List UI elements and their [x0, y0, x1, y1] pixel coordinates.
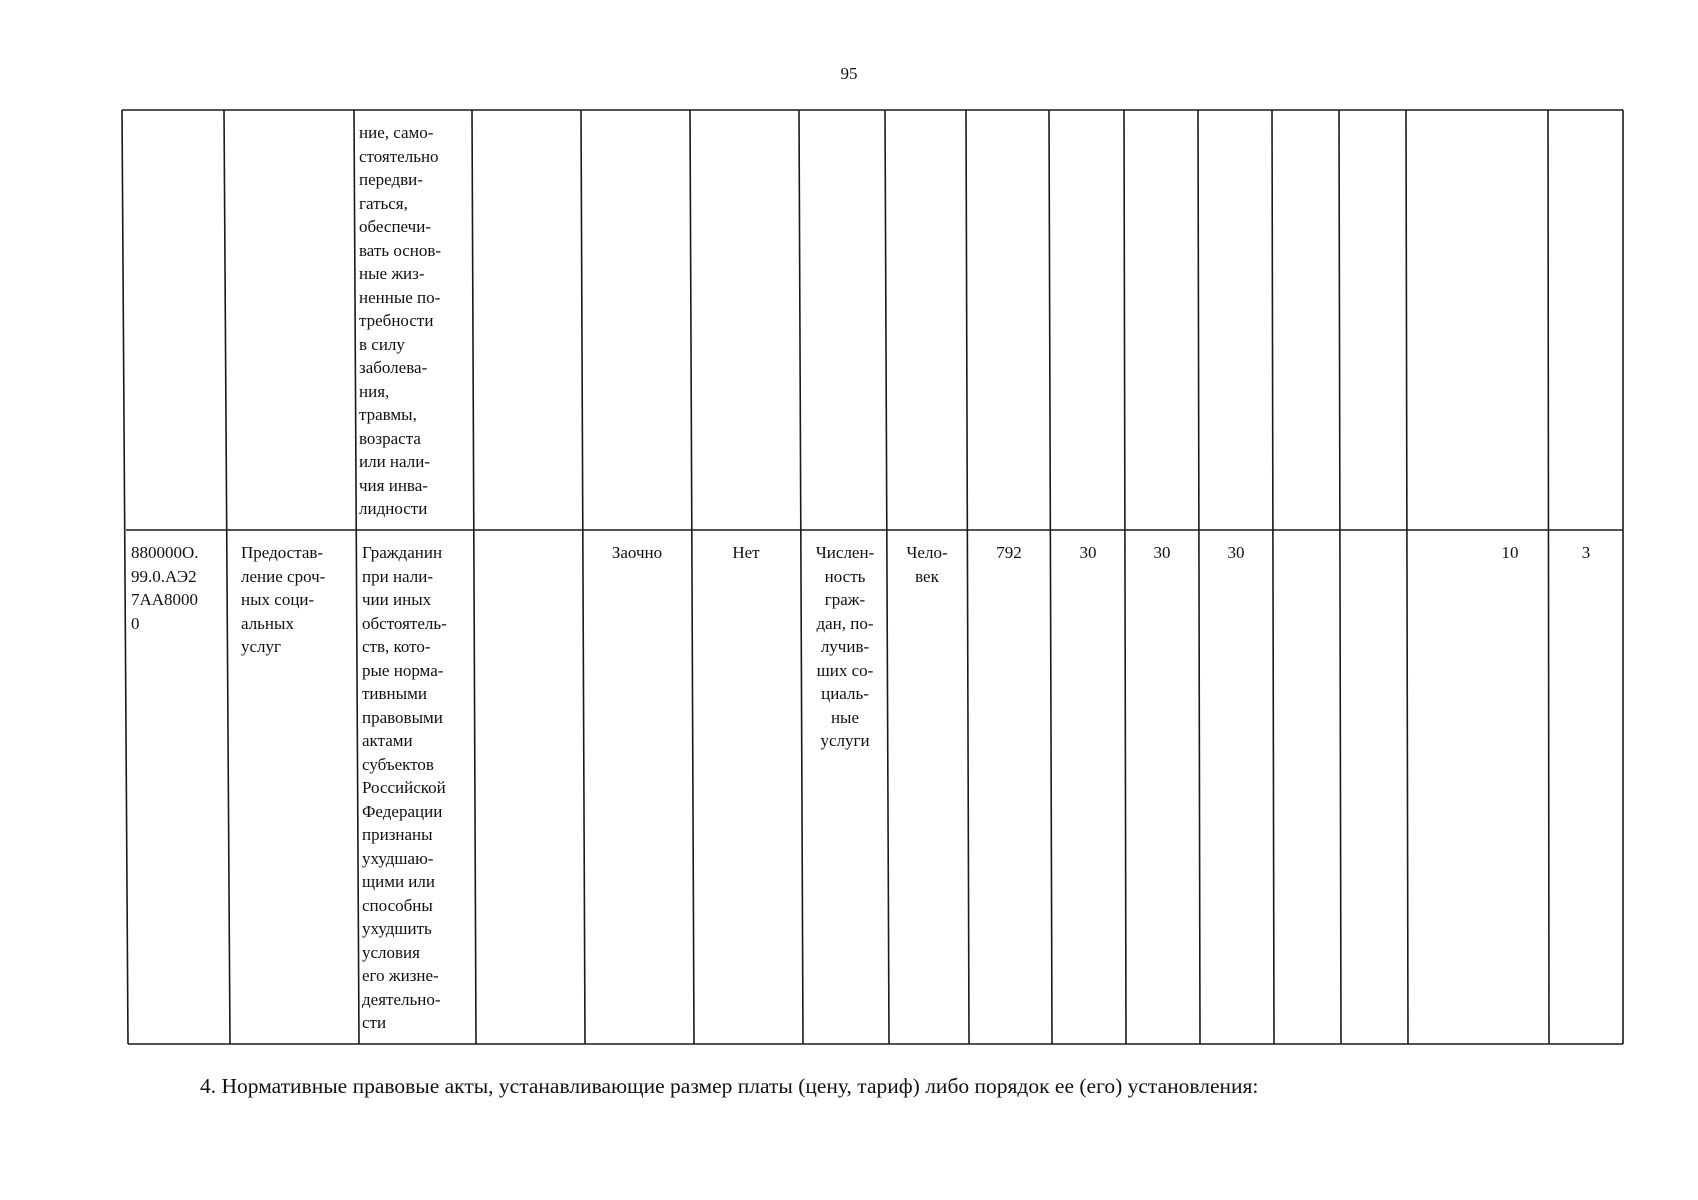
- value-year3-cell: 30: [1227, 543, 1245, 562]
- value-year1-cell: 30: [1079, 543, 1097, 562]
- okei-code-cell: 792: [996, 543, 1022, 562]
- unit-name-cell: Чело- век: [906, 543, 948, 586]
- col-border: [690, 110, 694, 1044]
- section-4-heading: 4. Нормативные правовые акты, устанавливающие размер платы (цену, тариф) либо порядок ее (его) установления:: [200, 1074, 1259, 1098]
- service-form-cell: Заочно: [611, 543, 663, 562]
- value-year2-cell: 30: [1153, 543, 1171, 562]
- page-number: 95: [840, 64, 858, 83]
- col-border: [122, 110, 128, 1044]
- col-border: [1049, 110, 1052, 1044]
- col-border: [1339, 110, 1341, 1044]
- service-name-cell: Предостав- ление сроч- ных соци- альных услуг: [241, 543, 326, 656]
- col-border: [581, 110, 585, 1044]
- col-border: [1124, 110, 1126, 1044]
- registry-code-cell: 880000О. 99.0.АЭ2 7АА8000 0: [131, 543, 199, 633]
- flag-cell: Нет: [732, 543, 760, 562]
- recipient-category-cell: Гражданин при нали- чии иных обстоятель- ств, кото- рые норма- тивными правовыми актами субъектов Российской Федерации признаны ухудшаю- щими или способны ухудшить условия его жизне- деятельно- сти: [362, 543, 447, 1032]
- category-continuation-cell: ние, само- стоятельно передви- гаться, обеспечи- вать основ- ные жиз- ненные по- требности в силу заболева- ния, травмы, возраста или нали- чия инва- лидности: [359, 123, 442, 518]
- col-border: [1198, 110, 1200, 1044]
- deviation-percent-cell: 10: [1501, 543, 1519, 562]
- col-border: [1272, 110, 1274, 1044]
- deviation-absolute-cell: 3: [1581, 543, 1591, 562]
- indicator-name-cell: Числен- ность граж- дан, по- лучив- ших со- циаль- ные услуги: [815, 543, 875, 750]
- col-border: [1406, 110, 1408, 1044]
- col-border: [1548, 110, 1549, 1044]
